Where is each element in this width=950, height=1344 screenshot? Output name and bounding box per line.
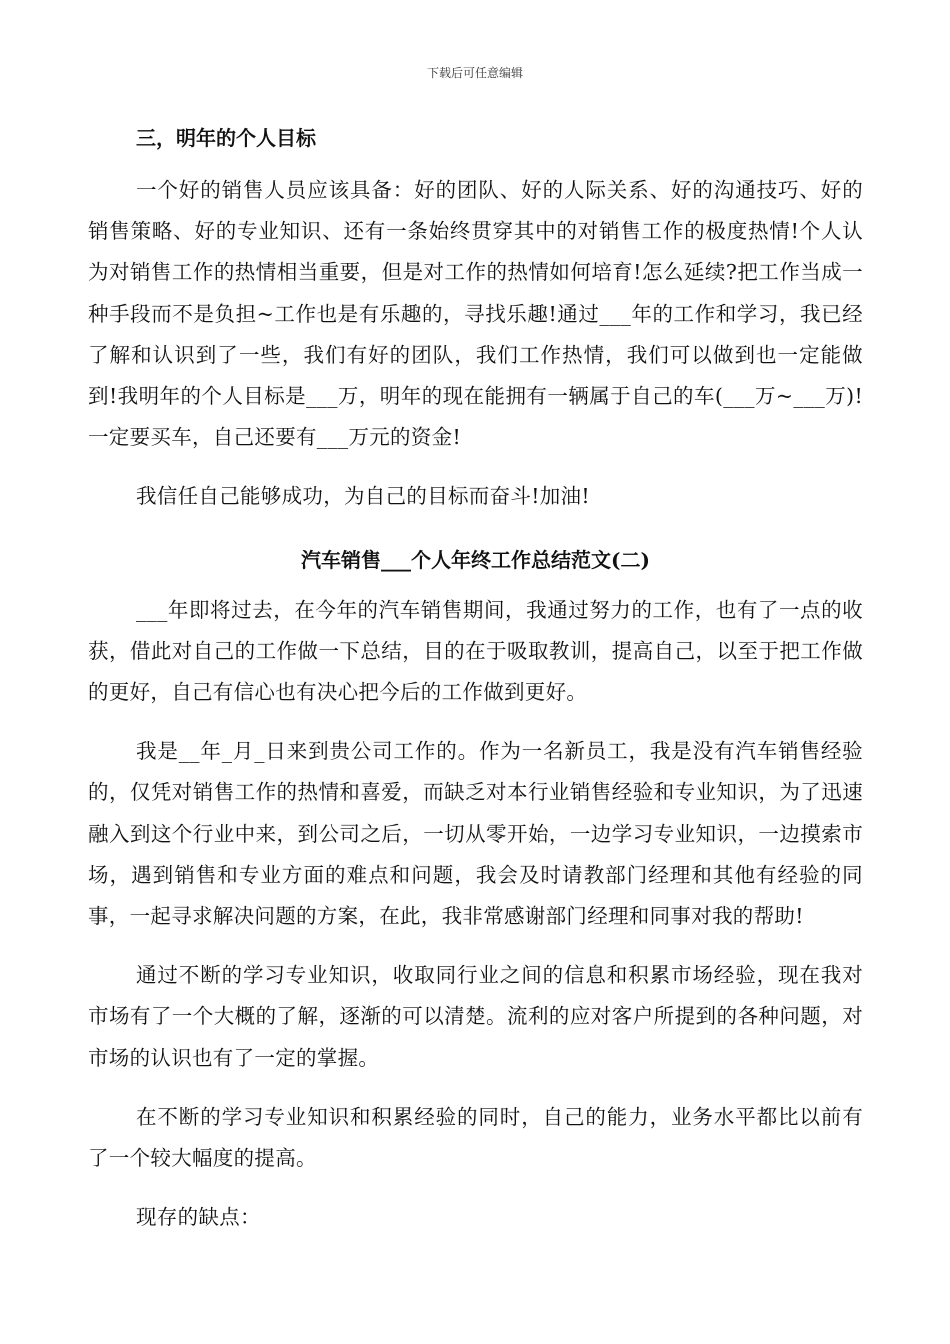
body-paragraph: 我是__年_月_日来到贵公司工作的。作为一名新员工，我是没有汽车销售经验的，仅凭对销售工作的热情和喜爱，而缺乏对本行业销售经验和专业知识，为了迅速融入到这个行业中来，到公司之后，一切从零开始，一边学习专业知识，一边摸索市场，遇到销售和专业方面的难点和问题，我会及时请教部门经理和其他有经验的同事，一起寻求解决问题的方案，在此，我非常感谢部门经理和同事对我的帮助! [88,739,863,929]
body-paragraph: 在不断的学习专业知识和积累经验的同时，自己的能力，业务水平都比以前有了一个较大幅度的提高。 [88,1104,863,1171]
section-heading: 三，明年的个人目标 [136,126,316,150]
body-paragraph: 一个好的销售人员应该具备：好的团队、好的人际关系、好的沟通技巧、好的销售策略、好的专业知识、还有一条始终贯穿其中的对销售工作的极度热情!个人认为对销售工作的热情相当重要，但是对工作的热情如何培育!怎么延续?把工作当成一种手段而不是负担~工作也是有乐趣的，寻找乐趣!通过___年的工作和学习，我已经了解和认识到了一些，我们有好的团队，我们工作热情，我们可以做到也一定能做到!我明年的个人目标是___万，明年的现在能拥有一辆属于自己的车(___万~___万)!一定要买车，自己还要有___万元的资金! [88,178,863,450]
document-body [88,116,863,1256]
body-paragraph: 通过不断的学习专业知识，收取同行业之间的信息和积累市场经验，现在我对市场有了一个大概的了解，逐渐的可以清楚。流利的应对客户所提到的各种问题，对市场的认识也有了一定的掌握。 [88,963,863,1070]
article-title: 汽车销售___个人年终工作总结范文(二) [301,547,650,572]
body-paragraph: 我信任自己能够成功，为自己的目标而奋斗!加油! [136,484,590,509]
page-header-note: 下载后可任意编辑 [426,66,523,80]
body-paragraph: 现存的缺点： [136,1205,261,1230]
body-paragraph: ___年即将过去，在今年的汽车销售期间，我通过努力的工作，也有了一点的收获，借此对自己的工作做一下总结，目的在于吸取教训，提高自己，以至于把工作做的更好，自己有信心也有决心把今后的工作做到更好。 [88,597,863,705]
